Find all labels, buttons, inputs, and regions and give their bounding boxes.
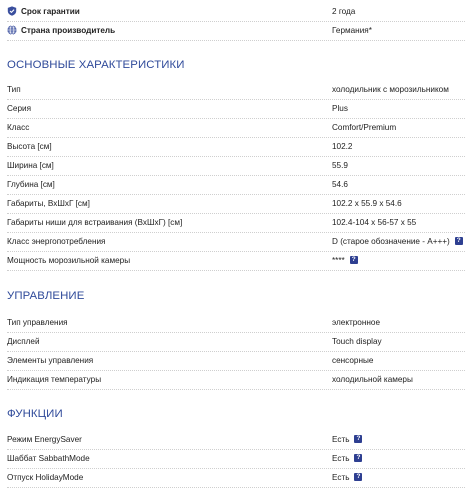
spec-value: Германия* [332,26,372,35]
spec-row-country [7,21,465,41]
spec-row [7,194,465,214]
spec-label: Отпуск HolidayMode [7,473,84,482]
help-icon[interactable]: ? [354,454,362,462]
spec-label: Серия [7,104,32,113]
spec-value: 55.9 [332,161,348,170]
spec-row [7,118,465,138]
spec-row [7,213,465,233]
spec-value: Plus [332,104,348,113]
spec-label: Класс [7,123,30,132]
spec-label: Режим EnergySaver [7,435,82,444]
spec-value-with-help [332,251,358,270]
spec-row [7,468,465,488]
spec-label: Тип управления [7,318,68,327]
spec-row [7,370,465,390]
spec-value: сенсорные [332,356,374,365]
section-title-control: УПРАВЛЕНИЕ [7,290,85,302]
spec-value: Есть [332,473,350,482]
globe-icon [7,25,17,35]
spec-value: Есть [332,454,350,463]
spec-value: холодильник с морозильником [332,85,449,94]
spec-value-with-help [332,430,362,449]
spec-row [7,99,465,119]
spec-row [7,332,465,352]
spec-label: Мощность морозильной камеры [7,256,131,265]
spec-label: Класс энергопотребления [7,237,106,246]
spec-value: 2 года [332,7,356,16]
spec-row [7,313,465,333]
spec-label: Глубина [см] [7,180,55,189]
spec-label: Тип [7,85,21,94]
shield-check-icon [7,6,17,16]
spec-row [7,449,465,469]
section-title-main: ОСНОВНЫЕ ХАРАКТЕРИСТИКИ [7,59,185,71]
spec-label: Габариты ниши для встраивания (ВхШхГ) [см] [7,218,183,227]
help-icon[interactable]: ? [354,435,362,443]
spec-row [7,156,465,176]
help-icon[interactable]: ? [350,256,358,264]
spec-value: Comfort/Premium [332,123,397,132]
spec-value: электронное [332,318,381,327]
help-icon[interactable]: ? [354,473,362,481]
spec-row [7,351,465,371]
spec-label: Срок гарантии [21,7,80,16]
spec-value: Touch display [332,337,382,346]
spec-value: 102.2 [332,142,353,151]
spec-label: Ширина [см] [7,161,54,170]
spec-value: **** [332,256,345,265]
spec-label: Элементы управления [7,356,94,365]
spec-value: 102.2 x 55.9 x 54.6 [332,199,402,208]
help-icon[interactable]: ? [455,237,463,245]
spec-label: Дисплей [7,337,40,346]
spec-label: Шаббат SabbathMode [7,454,90,463]
spec-label: Индикация температуры [7,375,102,384]
spec-value: холодильной камеры [332,375,413,384]
spec-value-with-help [332,468,362,487]
spec-row [7,251,465,271]
spec-label: Страна производитель [21,26,116,35]
spec-value-with-help [332,449,362,468]
spec-value: Есть [332,435,350,444]
spec-row [7,430,465,450]
section-title-functions: ФУНКЦИИ [7,408,63,420]
spec-label: Высота [см] [7,142,52,151]
spec-value: 54.6 [332,180,348,189]
spec-value: 102.4-104 x 56-57 x 55 [332,218,417,227]
spec-value-with-help [332,232,463,251]
spec-row [7,80,465,100]
spec-row-warranty [7,2,465,22]
spec-row [7,232,465,252]
spec-value: D (старое обозначение - A+++) [332,237,450,246]
spec-label: Габариты, ВхШхГ [см] [7,199,90,208]
spec-row [7,175,465,195]
spec-row [7,137,465,157]
